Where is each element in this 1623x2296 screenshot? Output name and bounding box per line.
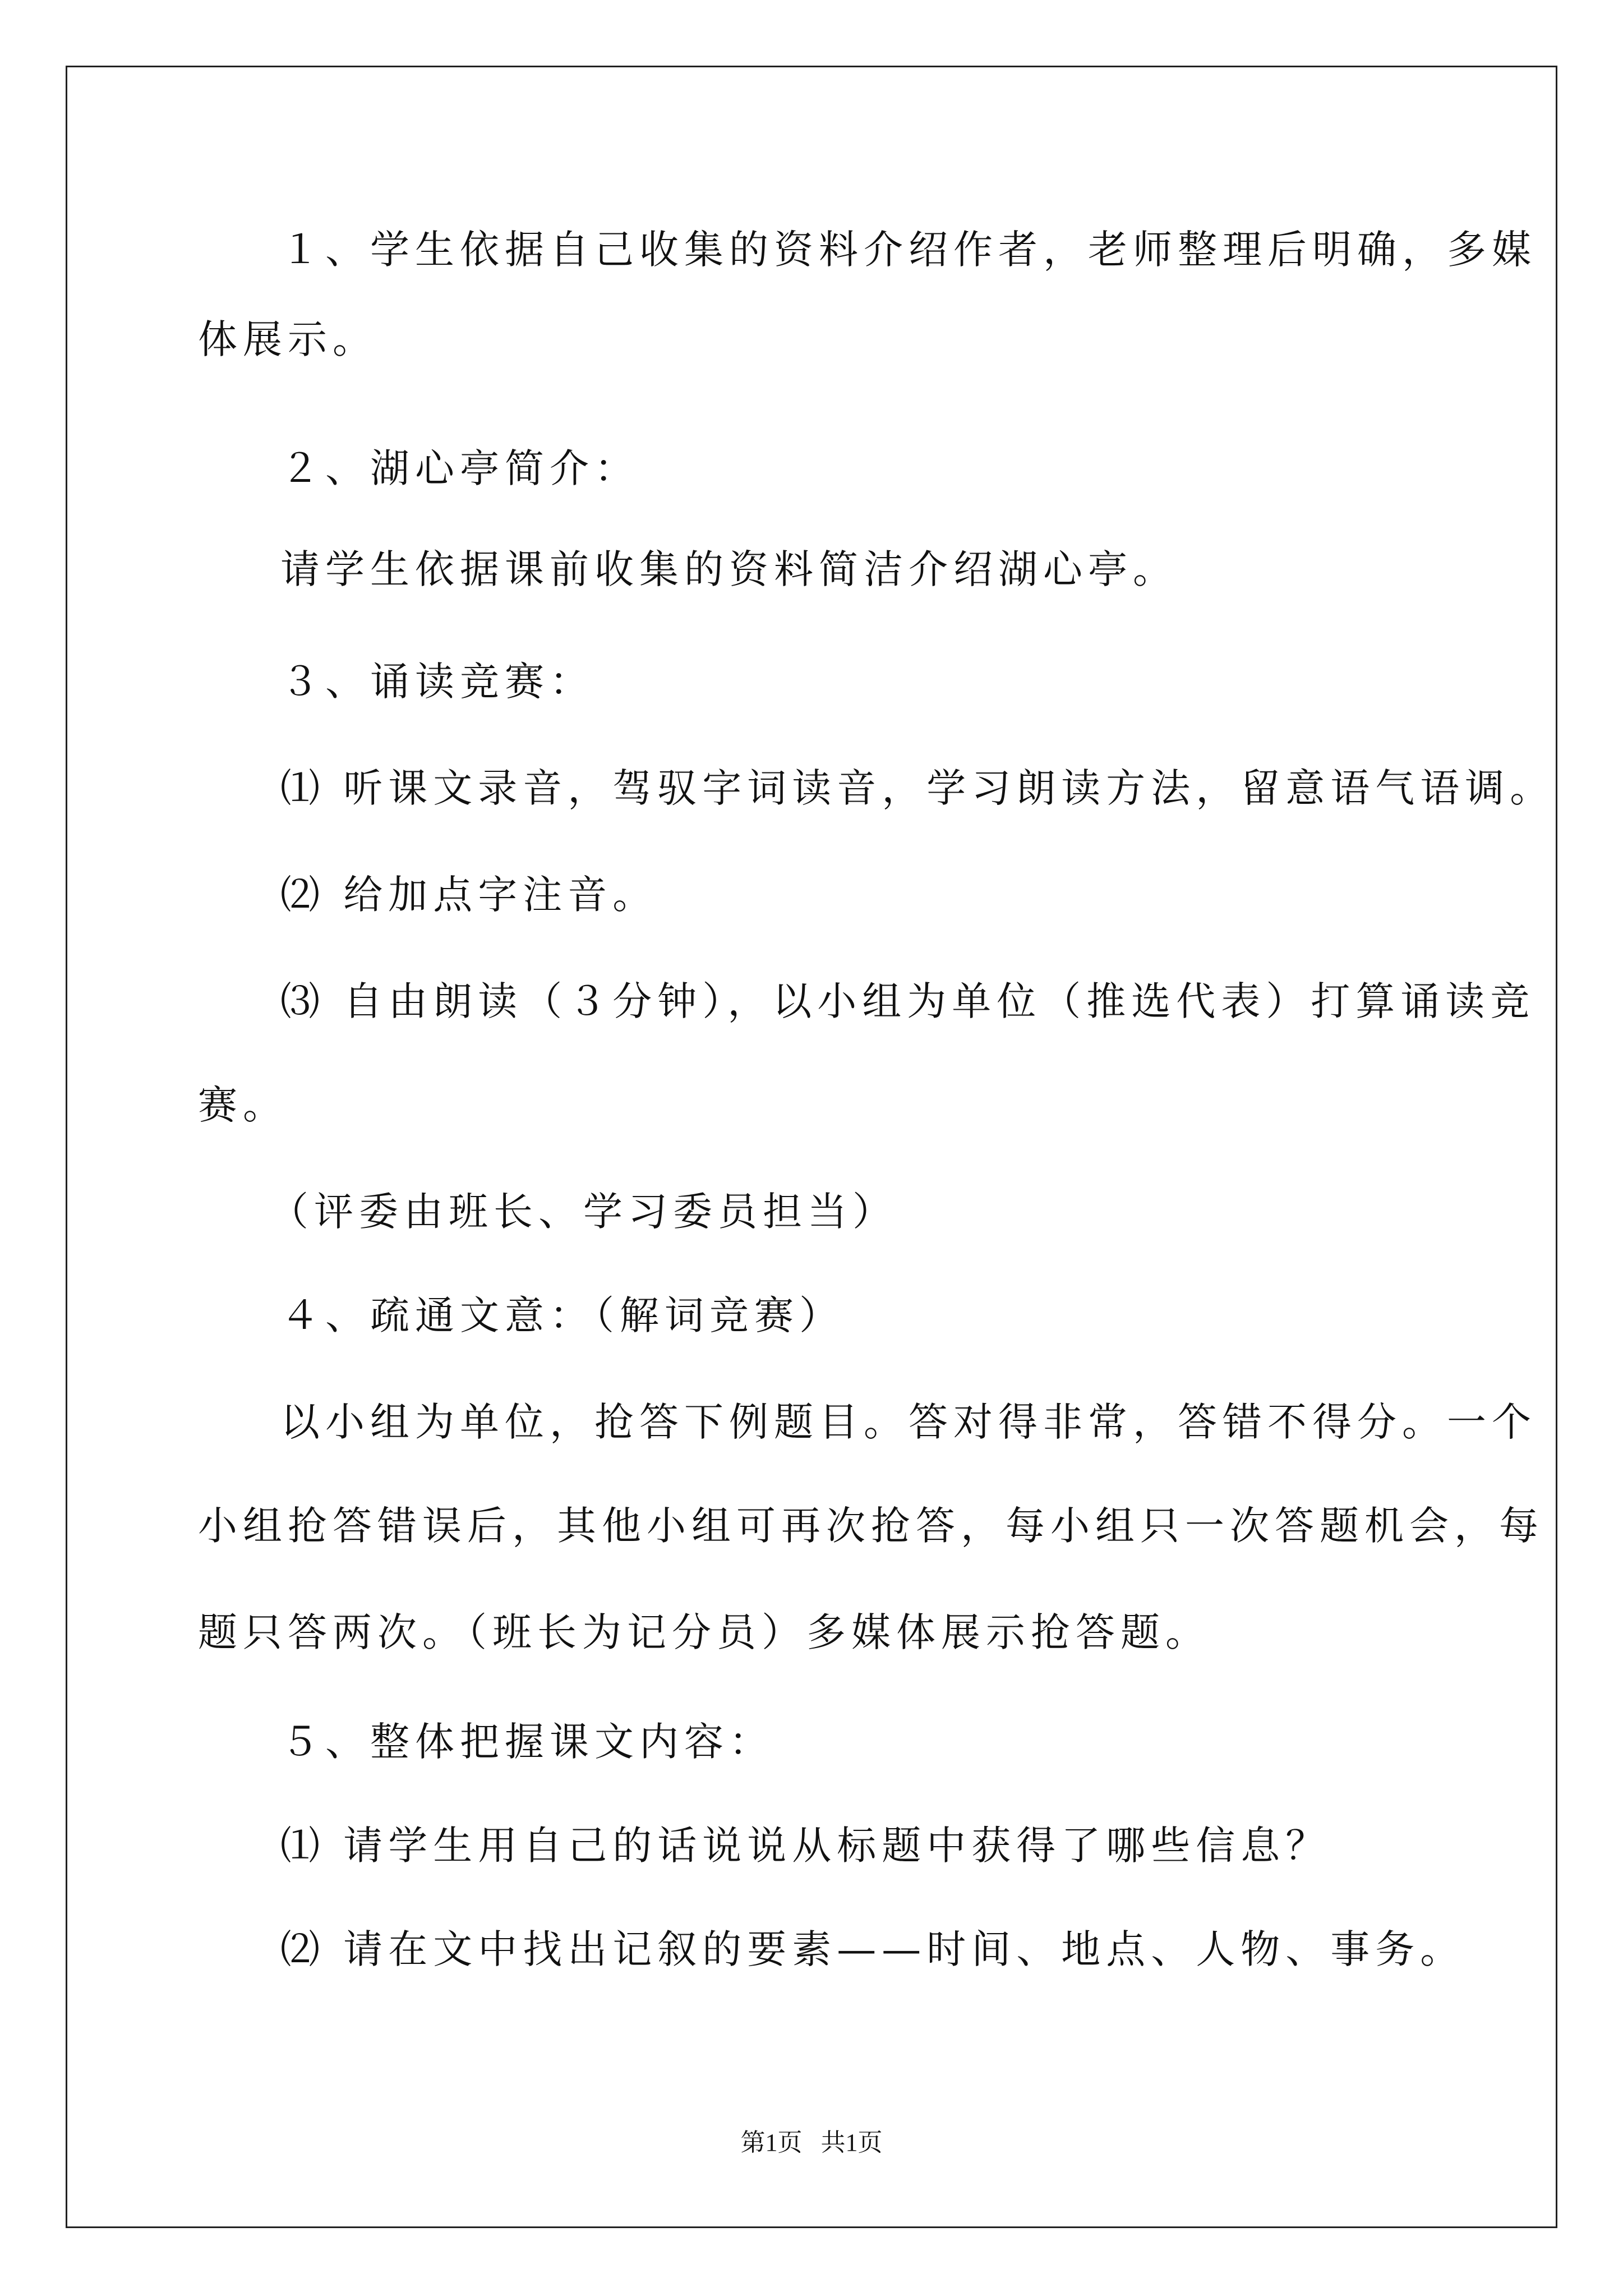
paragraph-1-line-1: １、学生依据自己收集的资料介绍作者，老师整理后明确，多媒 — [280, 227, 1537, 273]
item-3-3-line-1: ⑶ 自由朗读（３分钟），以小组为单位（推选代表）打算诵读竞 — [280, 978, 1536, 1024]
section-5-heading: ５、整体把握课文内容： — [280, 1719, 774, 1765]
item-3-3-line-2: 赛。 — [198, 1082, 288, 1128]
paragraph-1-line-2: 体展示。 — [198, 316, 377, 362]
section-3-heading: ３、诵读竞赛： — [280, 659, 594, 705]
item-5-2: ⑵ 请在文中找出记叙的要素——时间、地点、人物、事务。 — [280, 1926, 1465, 1972]
paragraph-2: 请学生依据课前收集的资料简洁介绍湖心亭。 — [280, 546, 1178, 592]
page-border — [66, 66, 1557, 2228]
section-4-heading: ４、疏通文意：（解词竞赛） — [280, 1292, 844, 1338]
judges-note: （评委由班长、学习委员担当） — [269, 1189, 897, 1235]
page-footer: 第1页 共1页 — [740, 2129, 883, 2156]
item-3-2: ⑵ 给加点字注音。 — [280, 872, 658, 918]
paragraph-4-line-2: 小组抢答错误后，其他小组可再次抢答，每小组只一次答题机会，每 — [198, 1503, 1544, 1549]
section-2-heading: ２、湖心亭简介： — [280, 445, 639, 491]
paragraph-4-line-1: 以小组为单位，抢答下例题目。答对得非常，答错不得分。一个 — [280, 1399, 1537, 1445]
item-5-1: ⑴ 请学生用自己的话说说从标题中获得了哪些信息？ — [280, 1823, 1331, 1869]
paragraph-4-line-3: 题只答两次。（班长为记分员）多媒体展示抢答题。 — [198, 1609, 1210, 1655]
item-3-1: ⑴ 听课文录音，驾驭字词读音，学习朗读方法，留意语气语调。 — [280, 765, 1555, 811]
